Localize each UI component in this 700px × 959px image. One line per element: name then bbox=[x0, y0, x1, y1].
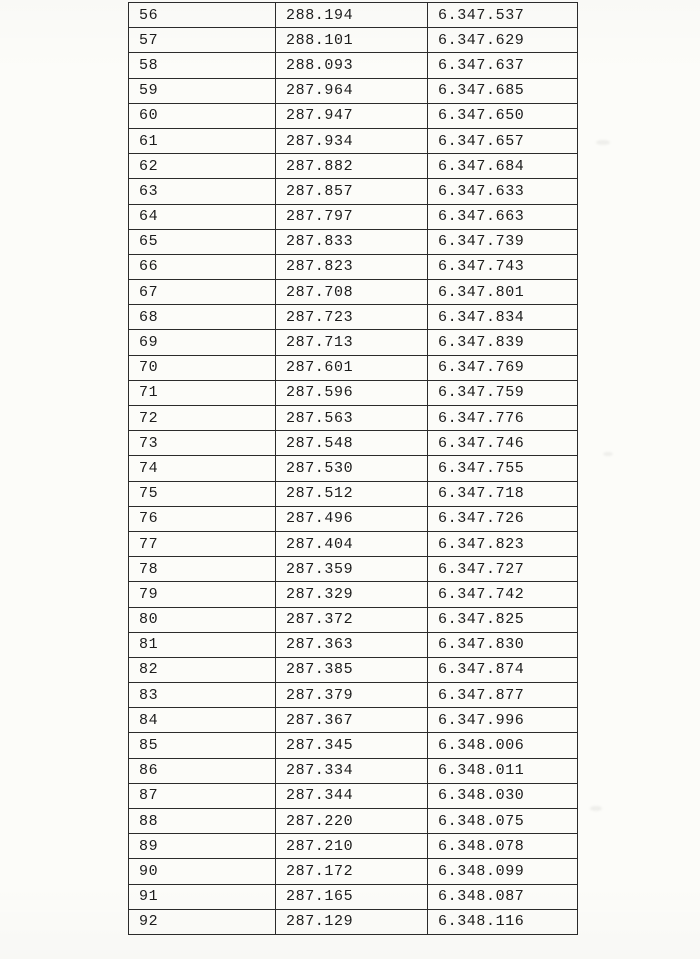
coordinate-y-cell: 6.347.629 bbox=[428, 28, 578, 53]
point-number-cell: 79 bbox=[129, 582, 276, 607]
table-row bbox=[129, 834, 578, 859]
table-row bbox=[129, 154, 578, 179]
coordinate-y-cell: 6.347.739 bbox=[428, 229, 578, 254]
coordinate-y-cell: 6.347.877 bbox=[428, 683, 578, 708]
table-row bbox=[129, 431, 578, 456]
table-row bbox=[129, 683, 578, 708]
coordinate-y-cell: 6.347.825 bbox=[428, 607, 578, 632]
table-row bbox=[129, 733, 578, 758]
coordinate-x-cell: 288.194 bbox=[276, 3, 428, 28]
table-row bbox=[129, 909, 578, 934]
table-row bbox=[129, 809, 578, 834]
table-row bbox=[129, 280, 578, 305]
table-row bbox=[129, 531, 578, 556]
coordinate-y-cell: 6.348.116 bbox=[428, 909, 578, 934]
coordinate-y-cell: 6.347.801 bbox=[428, 280, 578, 305]
table-row bbox=[129, 103, 578, 128]
point-number-cell: 83 bbox=[129, 683, 276, 708]
coordinate-x-cell: 287.723 bbox=[276, 305, 428, 330]
coordinate-y-cell: 6.347.755 bbox=[428, 456, 578, 481]
table-row bbox=[129, 179, 578, 204]
point-number-cell: 68 bbox=[129, 305, 276, 330]
scan-artifact bbox=[603, 452, 613, 456]
table-row bbox=[129, 884, 578, 909]
coordinate-y-cell: 6.347.746 bbox=[428, 431, 578, 456]
coordinate-y-cell: 6.347.685 bbox=[428, 78, 578, 103]
point-number-cell: 92 bbox=[129, 909, 276, 934]
table-row bbox=[129, 557, 578, 582]
point-number-cell: 66 bbox=[129, 254, 276, 279]
coordinate-x-cell: 287.363 bbox=[276, 632, 428, 657]
coordinate-y-cell: 6.347.776 bbox=[428, 406, 578, 431]
coordinate-x-cell: 287.563 bbox=[276, 406, 428, 431]
coordinate-y-cell: 6.347.996 bbox=[428, 708, 578, 733]
coordinate-y-cell: 6.347.650 bbox=[428, 103, 578, 128]
table-row bbox=[129, 582, 578, 607]
coordinate-x-cell: 288.101 bbox=[276, 28, 428, 53]
coordinate-x-cell: 287.367 bbox=[276, 708, 428, 733]
coordinate-y-cell: 6.348.099 bbox=[428, 859, 578, 884]
table-row bbox=[129, 481, 578, 506]
point-number-cell: 69 bbox=[129, 330, 276, 355]
table-row bbox=[129, 783, 578, 808]
coordinate-y-cell: 6.348.078 bbox=[428, 834, 578, 859]
point-number-cell: 86 bbox=[129, 758, 276, 783]
table-row bbox=[129, 708, 578, 733]
coordinate-y-cell: 6.347.537 bbox=[428, 3, 578, 28]
coordinate-y-cell: 6.347.633 bbox=[428, 179, 578, 204]
table-row bbox=[129, 254, 578, 279]
coordinate-x-cell: 287.210 bbox=[276, 834, 428, 859]
table-row bbox=[129, 632, 578, 657]
table-row bbox=[129, 657, 578, 682]
coordinate-x-cell: 287.129 bbox=[276, 909, 428, 934]
coordinate-x-cell: 287.334 bbox=[276, 758, 428, 783]
coordinate-x-cell: 287.548 bbox=[276, 431, 428, 456]
point-number-cell: 57 bbox=[129, 28, 276, 53]
coordinate-y-cell: 6.347.657 bbox=[428, 128, 578, 153]
coordinate-x-cell: 287.823 bbox=[276, 254, 428, 279]
point-number-cell: 89 bbox=[129, 834, 276, 859]
point-number-cell: 78 bbox=[129, 557, 276, 582]
table-row bbox=[129, 305, 578, 330]
coordinate-x-cell: 287.496 bbox=[276, 506, 428, 531]
table-row bbox=[129, 355, 578, 380]
point-number-cell: 56 bbox=[129, 3, 276, 28]
point-number-cell: 64 bbox=[129, 204, 276, 229]
point-number-cell: 80 bbox=[129, 607, 276, 632]
coordinate-x-cell: 287.359 bbox=[276, 557, 428, 582]
coordinate-x-cell: 287.344 bbox=[276, 783, 428, 808]
point-number-cell: 73 bbox=[129, 431, 276, 456]
coordinate-x-cell: 287.165 bbox=[276, 884, 428, 909]
coordinate-x-cell: 287.833 bbox=[276, 229, 428, 254]
coordinate-y-cell: 6.347.839 bbox=[428, 330, 578, 355]
coordinate-y-cell: 6.347.742 bbox=[428, 582, 578, 607]
coordinate-table bbox=[128, 2, 578, 935]
point-number-cell: 58 bbox=[129, 53, 276, 78]
table-row bbox=[129, 506, 578, 531]
coordinate-y-cell: 6.347.874 bbox=[428, 657, 578, 682]
point-number-cell: 87 bbox=[129, 783, 276, 808]
coordinate-y-cell: 6.347.726 bbox=[428, 506, 578, 531]
coordinate-y-cell: 6.347.663 bbox=[428, 204, 578, 229]
coordinate-x-cell: 287.964 bbox=[276, 78, 428, 103]
coordinate-y-cell: 6.347.743 bbox=[428, 254, 578, 279]
coordinate-x-cell: 287.882 bbox=[276, 154, 428, 179]
coordinate-x-cell: 287.372 bbox=[276, 607, 428, 632]
coordinate-x-cell: 287.404 bbox=[276, 531, 428, 556]
coordinate-x-cell: 287.857 bbox=[276, 179, 428, 204]
point-number-cell: 85 bbox=[129, 733, 276, 758]
coordinate-y-cell: 6.347.834 bbox=[428, 305, 578, 330]
coordinate-x-cell: 287.713 bbox=[276, 330, 428, 355]
coordinate-x-cell: 287.947 bbox=[276, 103, 428, 128]
scan-artifact bbox=[596, 140, 610, 145]
point-number-cell: 65 bbox=[129, 229, 276, 254]
point-number-cell: 61 bbox=[129, 128, 276, 153]
table-row bbox=[129, 53, 578, 78]
coordinate-y-cell: 6.347.759 bbox=[428, 380, 578, 405]
table-row bbox=[129, 456, 578, 481]
coordinate-x-cell: 287.329 bbox=[276, 582, 428, 607]
point-number-cell: 70 bbox=[129, 355, 276, 380]
coordinate-y-cell: 6.347.823 bbox=[428, 531, 578, 556]
point-number-cell: 88 bbox=[129, 809, 276, 834]
table-row bbox=[129, 859, 578, 884]
coordinate-x-cell: 288.093 bbox=[276, 53, 428, 78]
coordinate-y-cell: 6.347.637 bbox=[428, 53, 578, 78]
coordinate-y-cell: 6.348.006 bbox=[428, 733, 578, 758]
coordinate-x-cell: 287.934 bbox=[276, 128, 428, 153]
coordinate-y-cell: 6.347.684 bbox=[428, 154, 578, 179]
coordinate-y-cell: 6.347.718 bbox=[428, 481, 578, 506]
coordinate-y-cell: 6.347.727 bbox=[428, 557, 578, 582]
coordinate-x-cell: 287.596 bbox=[276, 380, 428, 405]
coordinate-y-cell: 6.348.087 bbox=[428, 884, 578, 909]
table-row bbox=[129, 128, 578, 153]
point-number-cell: 75 bbox=[129, 481, 276, 506]
table-row bbox=[129, 380, 578, 405]
point-number-cell: 91 bbox=[129, 884, 276, 909]
table-row bbox=[129, 330, 578, 355]
coordinate-table-body bbox=[129, 3, 578, 935]
table-row bbox=[129, 406, 578, 431]
table-row bbox=[129, 3, 578, 28]
point-number-cell: 63 bbox=[129, 179, 276, 204]
coordinate-x-cell: 287.172 bbox=[276, 859, 428, 884]
coordinate-x-cell: 287.797 bbox=[276, 204, 428, 229]
point-number-cell: 59 bbox=[129, 78, 276, 103]
coordinate-x-cell: 287.601 bbox=[276, 355, 428, 380]
scan-artifact bbox=[590, 806, 602, 811]
point-number-cell: 71 bbox=[129, 380, 276, 405]
coordinate-y-cell: 6.348.030 bbox=[428, 783, 578, 808]
point-number-cell: 60 bbox=[129, 103, 276, 128]
coordinate-x-cell: 287.530 bbox=[276, 456, 428, 481]
coordinate-x-cell: 287.708 bbox=[276, 280, 428, 305]
coordinate-x-cell: 287.512 bbox=[276, 481, 428, 506]
point-number-cell: 77 bbox=[129, 531, 276, 556]
coordinate-y-cell: 6.348.011 bbox=[428, 758, 578, 783]
point-number-cell: 84 bbox=[129, 708, 276, 733]
table-row bbox=[129, 758, 578, 783]
point-number-cell: 82 bbox=[129, 657, 276, 682]
point-number-cell: 90 bbox=[129, 859, 276, 884]
coordinate-y-cell: 6.347.769 bbox=[428, 355, 578, 380]
table-row bbox=[129, 204, 578, 229]
table-row bbox=[129, 28, 578, 53]
point-number-cell: 81 bbox=[129, 632, 276, 657]
table-row bbox=[129, 229, 578, 254]
coordinate-x-cell: 287.385 bbox=[276, 657, 428, 682]
coordinate-x-cell: 287.379 bbox=[276, 683, 428, 708]
point-number-cell: 76 bbox=[129, 506, 276, 531]
point-number-cell: 67 bbox=[129, 280, 276, 305]
coordinate-x-cell: 287.345 bbox=[276, 733, 428, 758]
table-row bbox=[129, 78, 578, 103]
point-number-cell: 72 bbox=[129, 406, 276, 431]
coordinate-y-cell: 6.347.830 bbox=[428, 632, 578, 657]
coordinate-x-cell: 287.220 bbox=[276, 809, 428, 834]
point-number-cell: 62 bbox=[129, 154, 276, 179]
coordinate-y-cell: 6.348.075 bbox=[428, 809, 578, 834]
table-row bbox=[129, 607, 578, 632]
point-number-cell: 74 bbox=[129, 456, 276, 481]
